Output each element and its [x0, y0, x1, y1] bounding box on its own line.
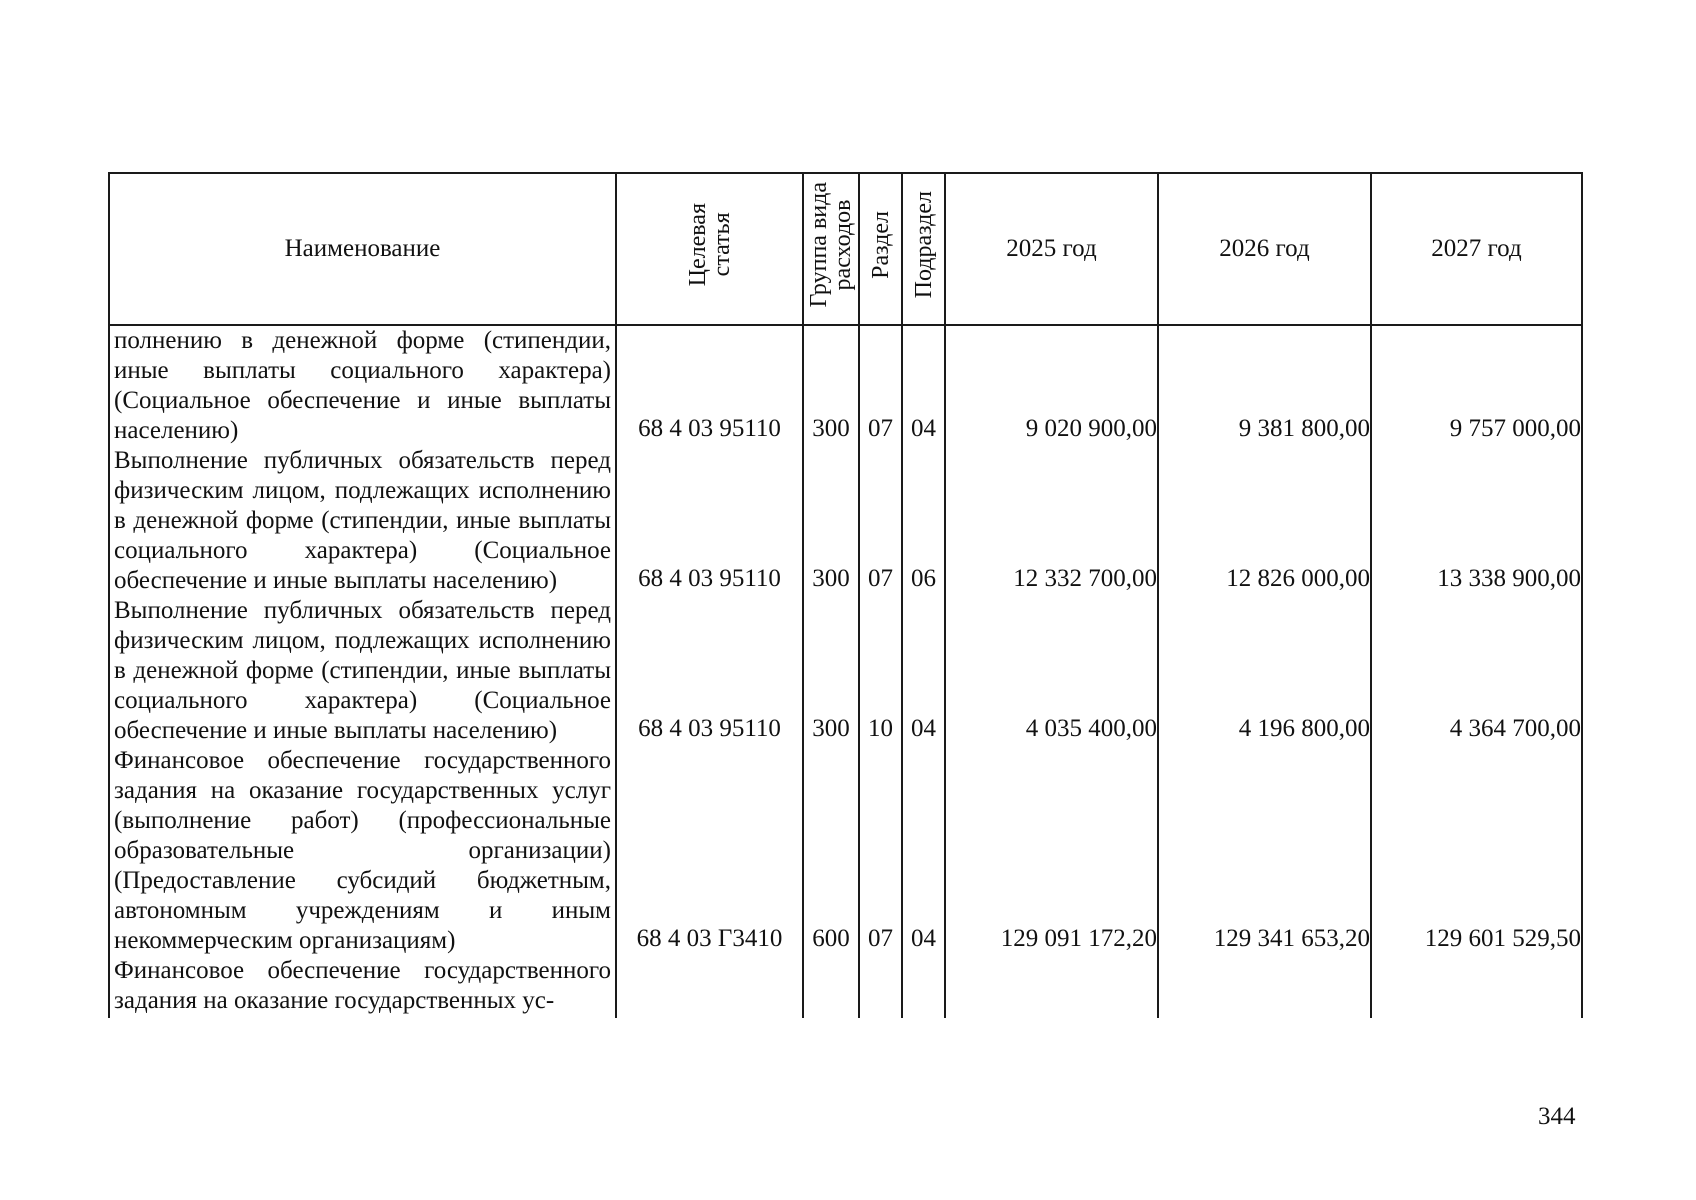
row-group: 300 [803, 596, 859, 746]
row-2027: 4 364 700,00 [1371, 596, 1582, 746]
row-subsection: 04 [902, 596, 945, 746]
table-row [109, 325, 1582, 446]
row-2026 [1158, 956, 1371, 1018]
header-2027: 2027 год [1371, 173, 1582, 325]
header-group-label: Группа вида расходов [806, 182, 856, 308]
table-row [109, 746, 1582, 956]
row-2025: 129 091 172,20 [945, 746, 1158, 956]
row-2027 [1371, 956, 1582, 1018]
row-2027: 13 338 900,00 [1371, 446, 1582, 596]
row-2026: 129 341 653,20 [1158, 746, 1371, 956]
header-subsection [902, 173, 945, 325]
row-2025 [945, 956, 1158, 1018]
row-subsection [902, 956, 945, 1018]
row-2026: 12 826 000,00 [1158, 446, 1371, 596]
row-name: Финансовое обеспечение государственного задания на оказание государственных ус- [109, 956, 616, 1018]
row-section: 07 [859, 746, 902, 956]
header-target-label: Целевая статья [684, 203, 735, 287]
row-2025: 12 332 700,00 [945, 446, 1158, 596]
row-subsection: 04 [902, 746, 945, 956]
row-2025: 4 035 400,00 [945, 596, 1158, 746]
header-subsection-label: Подраздел [910, 191, 937, 299]
header-group [803, 173, 859, 325]
row-target: 68 4 03 Г3410 [616, 746, 803, 956]
row-section: 07 [859, 325, 902, 446]
table-row [109, 446, 1582, 596]
row-group [803, 956, 859, 1018]
row-name: полнению в денежной форме (стипендии, иные выплаты социального характера) (Социальное обеспечение и иные выплаты населению) [109, 325, 616, 446]
row-2026: 4 196 800,00 [1158, 596, 1371, 746]
row-subsection: 04 [902, 325, 945, 446]
row-target [616, 956, 803, 1018]
row-section [859, 956, 902, 1018]
row-name: Выполнение публичных обязательств перед физическим лицом, подлежащих исполнению в денежной форме (стипендии, иные выплаты социального характера) (Социальное обеспечение и иные выплаты населению) [109, 596, 616, 746]
header-section-label: Раздел [867, 211, 894, 279]
row-2027: 129 601 529,50 [1371, 746, 1582, 956]
row-group: 300 [803, 446, 859, 596]
row-2026: 9 381 800,00 [1158, 325, 1371, 446]
row-name: Выполнение публичных обязательств перед физическим лицом, подлежащих исполнению в денежной форме (стипендии, иные выплаты социального характера) (Социальное обеспечение и иные выплаты населению) [109, 446, 616, 596]
header-name: Наименование [109, 173, 616, 325]
page-number: 344 [1538, 1103, 1576, 1130]
budget-table [108, 172, 1583, 1018]
row-target: 68 4 03 95110 [616, 446, 803, 596]
row-name: Финансовое обеспечение государственного задания на оказание государственных услуг (выполнение работ) (профессиональные образовательные организации) (Предоставление субсидий бюджетным, автономным учреждениям и иным некоммерческим организациям) [109, 746, 616, 956]
row-target: 68 4 03 95110 [616, 596, 803, 746]
row-group: 300 [803, 325, 859, 446]
header-section [859, 173, 902, 325]
header-target [616, 173, 803, 325]
row-group: 600 [803, 746, 859, 956]
header-row [109, 173, 1582, 325]
row-2025: 9 020 900,00 [945, 325, 1158, 446]
row-target: 68 4 03 95110 [616, 325, 803, 446]
row-section: 07 [859, 446, 902, 596]
header-2026: 2026 год [1158, 173, 1371, 325]
header-2025: 2025 год [945, 173, 1158, 325]
row-subsection: 06 [902, 446, 945, 596]
row-2027: 9 757 000,00 [1371, 325, 1582, 446]
table-row [109, 956, 1582, 1018]
row-section: 10 [859, 596, 902, 746]
table-row [109, 596, 1582, 746]
